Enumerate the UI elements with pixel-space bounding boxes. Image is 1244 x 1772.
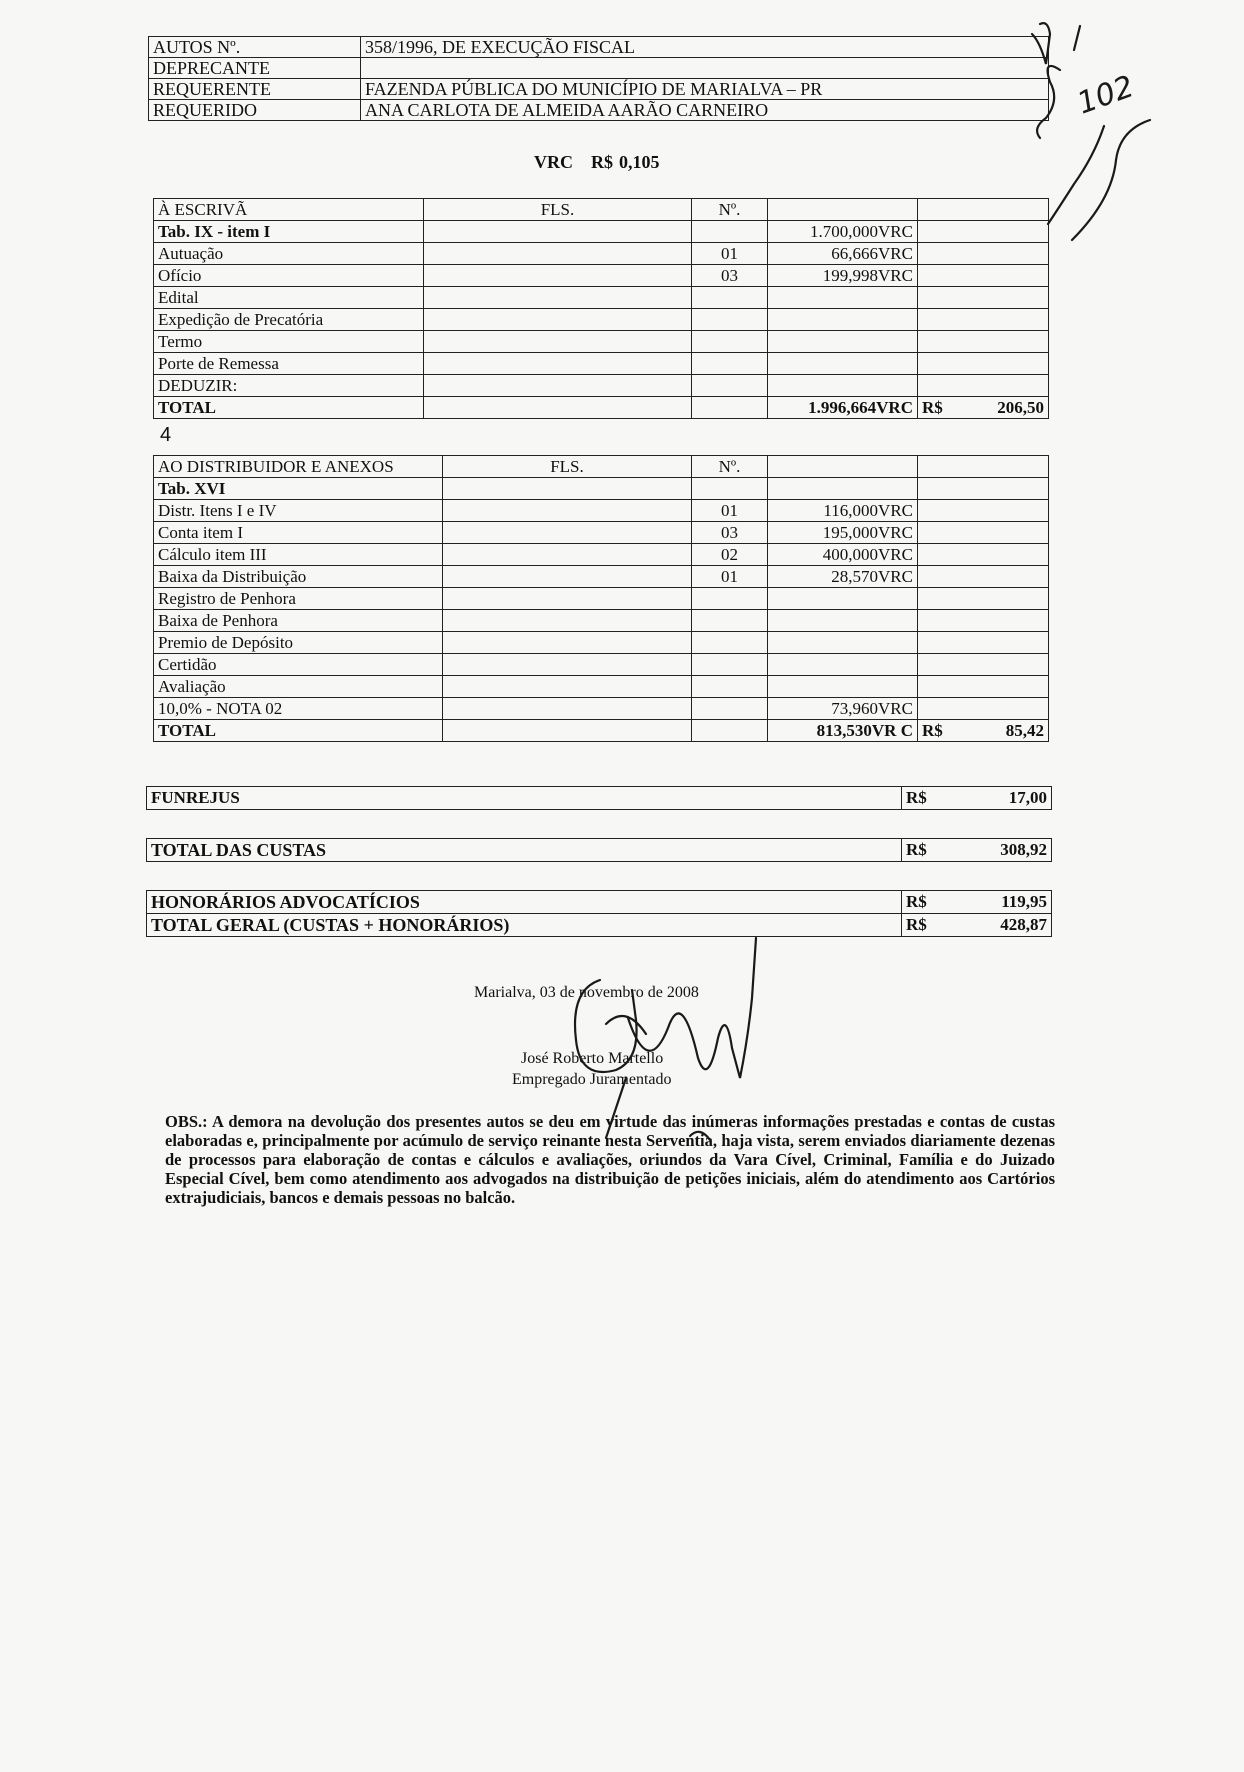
page-annotation-stroke xyxy=(1048,126,1104,224)
row-label: Premio de Depósito xyxy=(154,632,443,654)
observation-text: OBS.: A demora na devolução dos presentes autos se deu em virtude das inúmeras informações prestadas e contas de custas elaboradas e, principalmente por acúmulo de serviço reinante nesta Serventia, haja vista, serem enviados diariamente dezenas de processos para elaboração de contas e cálculos e avaliações, oriundos da Vara Cível, Criminal, Família e do Juizado Especial Cível, bem como atendimento aos advogados na distribuição de petições iniciais, além do atendimento aos Cartórios extrajudiciais, bancos e demais pessoas no balcão. xyxy=(165,1112,1055,1207)
note-number: 4 xyxy=(160,424,172,446)
header-value: ANA CARLOTA DE ALMEIDA AARÃO CARNEIRO xyxy=(361,100,1049,121)
row-label: Tab. XVI xyxy=(154,478,443,500)
row-vrc: 1.700,000VRC xyxy=(768,221,918,243)
header-label: DEPRECANTE xyxy=(149,58,361,79)
row-vrc: 116,000VRC xyxy=(768,500,918,522)
page-annotation-stroke xyxy=(1074,26,1080,50)
amount-value: 119,95 xyxy=(1001,892,1047,911)
signature-stroke xyxy=(575,980,637,1072)
no-header: Nº. xyxy=(692,456,768,478)
row-label: Porte de Remessa xyxy=(154,353,424,375)
fls-header: FLS. xyxy=(443,456,692,478)
header-value: 358/1996, DE EXECUÇÃO FISCAL xyxy=(361,37,1049,58)
row-vrc: 400,000VRC xyxy=(768,544,918,566)
signature-stroke xyxy=(628,938,756,1078)
signature-stroke xyxy=(606,1078,626,1138)
row-label: Edital xyxy=(154,287,424,309)
row-label: 10,0% - NOTA 02 xyxy=(154,698,443,720)
amount-value: 308,92 xyxy=(1000,840,1047,859)
row-number: 01 xyxy=(692,566,768,588)
row-label: DEDUZIR: xyxy=(154,375,424,397)
funrejus-label: FUNREJUS xyxy=(147,787,902,810)
currency-label: R$ xyxy=(906,788,927,807)
row-number: 03 xyxy=(692,265,768,287)
signer-name: José Roberto Martello xyxy=(521,1050,664,1067)
header-value: FAZENDA PÚBLICA DO MUNICÍPIO DE MARIALVA – PR xyxy=(361,79,1049,100)
fls-header: FLS. xyxy=(424,199,692,221)
amount-value: 85,42 xyxy=(1005,720,1044,740)
row-label: Ofício xyxy=(154,265,424,287)
total-vrc: 1.996,664VRC xyxy=(768,397,918,419)
row-vrc: 28,570VRC xyxy=(768,566,918,588)
row-label: Distr. Itens I e IV xyxy=(154,500,443,522)
row-label: Cálculo item III xyxy=(154,544,443,566)
page-annotation-number: 102 xyxy=(1072,69,1139,122)
page-annotation-stroke xyxy=(1072,120,1150,240)
row-vrc: 195,000VRC xyxy=(768,522,918,544)
row-label: Expedição de Precatória xyxy=(154,309,424,331)
vrc-currency: R$ xyxy=(591,152,613,172)
no-header: Nº. xyxy=(692,199,768,221)
row-number: 01 xyxy=(692,500,768,522)
place-date: Marialva, 03 de novembro de 2008 xyxy=(474,984,699,1001)
row-number: 02 xyxy=(692,544,768,566)
row-vrc: 199,998VRC xyxy=(768,265,918,287)
section-title: AO DISTRIBUIDOR E ANEXOS xyxy=(154,456,443,478)
currency-label: R$ xyxy=(922,397,943,417)
vrc-value: 0,105 xyxy=(619,152,660,172)
total-custas-label: TOTAL DAS CUSTAS xyxy=(147,839,902,862)
honorarios-label: HONORÁRIOS ADVOCATÍCIOS xyxy=(147,891,902,914)
header-label: AUTOS Nº. xyxy=(149,37,361,58)
currency-label: R$ xyxy=(906,915,927,934)
amount-value: 428,87 xyxy=(1000,915,1047,934)
row-label: Registro de Penhora xyxy=(154,588,443,610)
row-label: Avaliação xyxy=(154,676,443,698)
signature-stroke xyxy=(690,1132,710,1140)
row-label: Termo xyxy=(154,331,424,353)
total-vrc: 813,530VR C xyxy=(768,720,918,742)
row-vrc: 66,666VRC xyxy=(768,243,918,265)
header-label: REQUERENTE xyxy=(149,79,361,100)
page-annotation-stroke xyxy=(1032,23,1050,64)
row-label: Conta item I xyxy=(154,522,443,544)
amount-value: 206,50 xyxy=(997,397,1044,417)
total-geral-label: TOTAL GERAL (CUSTAS + HONORÁRIOS) xyxy=(147,914,902,937)
currency-label: R$ xyxy=(906,840,927,859)
row-label: Baixa da Distribuição xyxy=(154,566,443,588)
signer-role: Empregado Juramentado xyxy=(512,1071,672,1088)
row-label: Tab. IX - item I xyxy=(154,221,424,243)
section-title: À ESCRIVÃ xyxy=(154,199,424,221)
vrc-label: VRC xyxy=(534,152,573,172)
currency-label: R$ xyxy=(922,720,943,740)
total-label: TOTAL xyxy=(154,720,443,742)
row-number: 01 xyxy=(692,243,768,265)
row-label: Baixa de Penhora xyxy=(154,610,443,632)
signature-stroke xyxy=(606,1016,646,1034)
row-label: Certidão xyxy=(154,654,443,676)
page-annotation-stroke xyxy=(1037,66,1060,138)
row-number: 03 xyxy=(692,522,768,544)
currency-label: R$ xyxy=(906,892,927,911)
amount-value: 17,00 xyxy=(1008,788,1047,807)
row-vrc: 73,960VRC xyxy=(768,698,918,720)
header-label: REQUERIDO xyxy=(149,100,361,121)
total-label: TOTAL xyxy=(154,397,424,419)
row-label: Autuação xyxy=(154,243,424,265)
